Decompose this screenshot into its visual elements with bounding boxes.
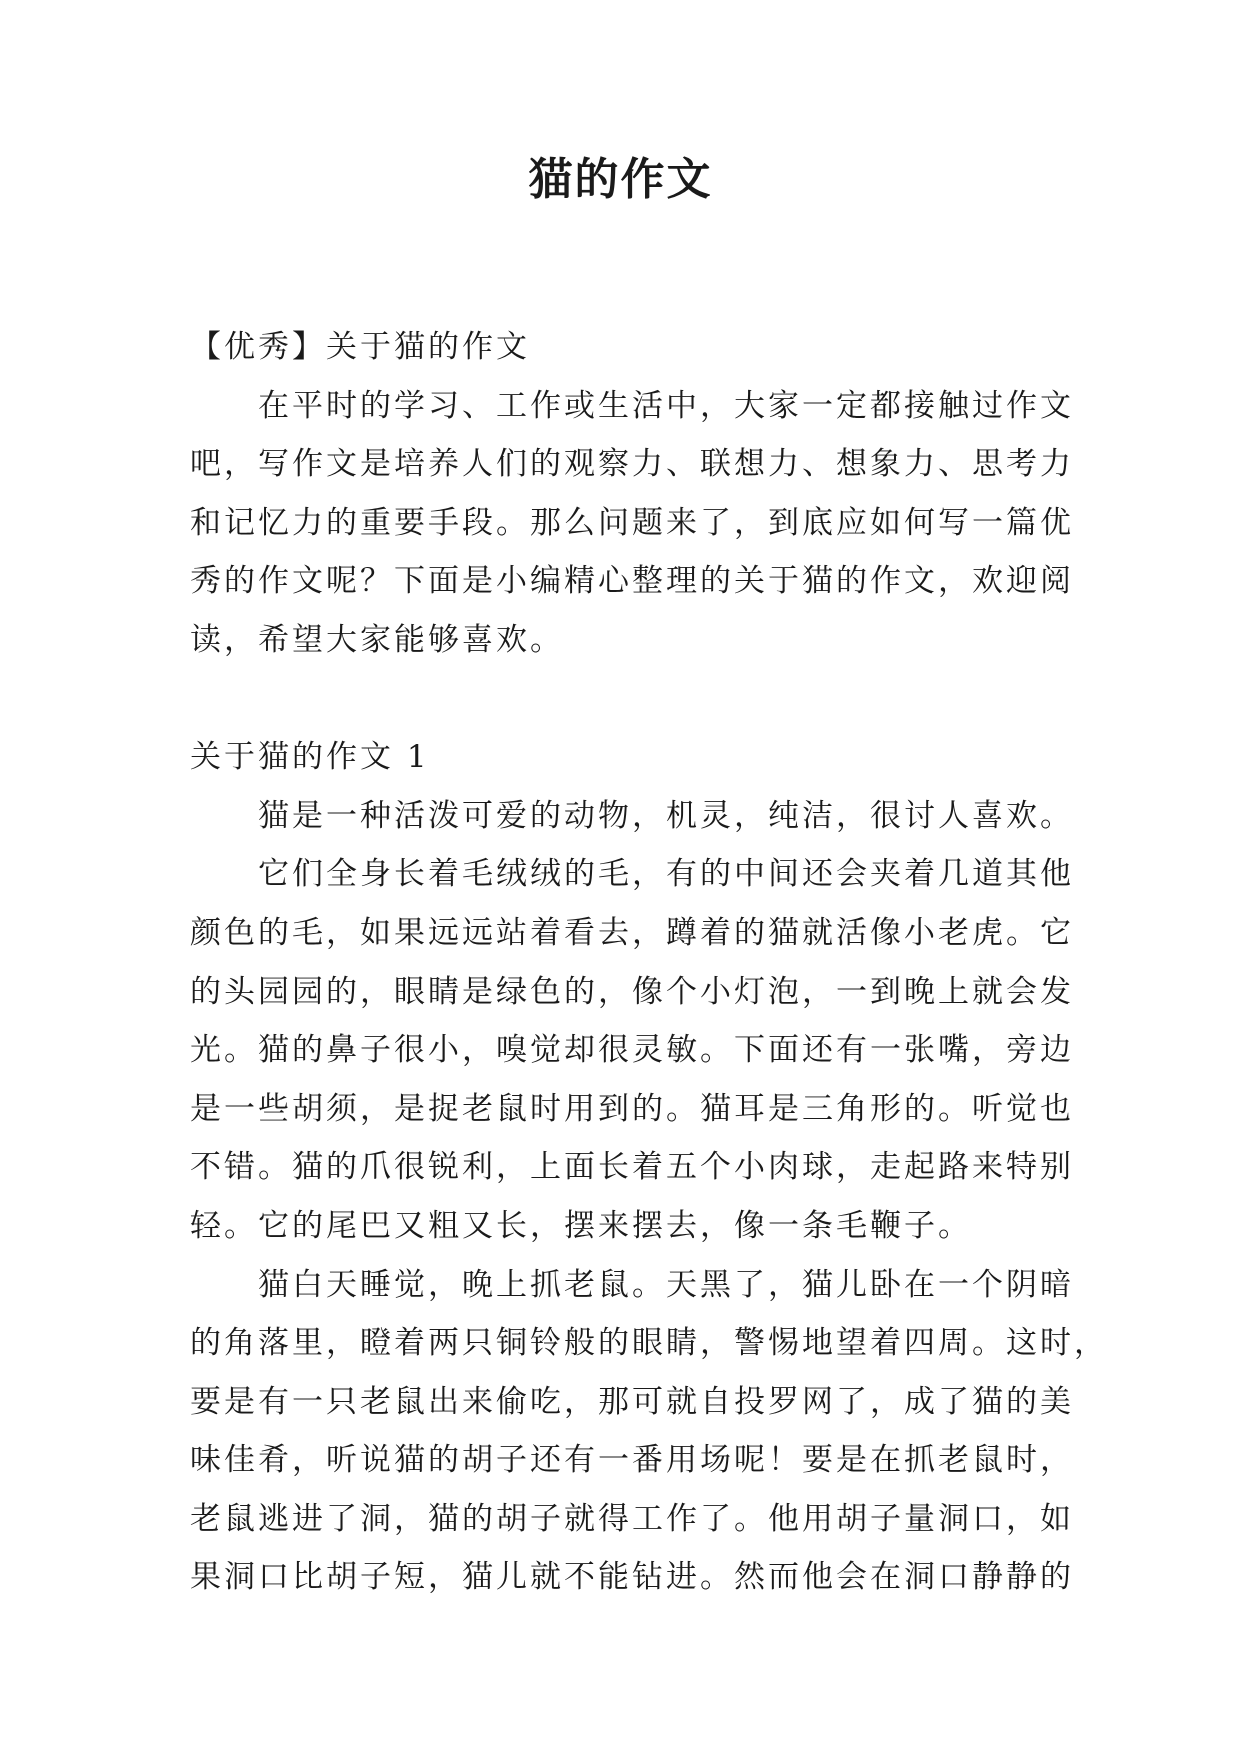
section-heading: 关于猫的作文 1 [190, 739, 430, 776]
text-line: 光。猫的鼻子很小，嗅觉却很灵敏。下面还有一张嘴，旁边 [190, 1032, 1074, 1069]
intro-paragraph [190, 377, 1074, 670]
text-line: 猫是一种活泼可爱的动物，机灵，纯洁，很讨人喜欢。 [258, 797, 1074, 834]
text-line: 老鼠逃进了洞，猫的胡子就得工作了。他用胡子量洞口，如 [190, 1500, 1074, 1537]
text-line: 的角落里，瞪着两只铜铃般的眼睛，警惕地望着四周。这时， [190, 1325, 1108, 1362]
text-line: 的头园园的，眼睛是绿色的，像个小灯泡，一到晚上就会发 [190, 973, 1074, 1010]
text-line: 味佳肴，听说猫的胡子还有一番用场呢！要是在抓老鼠时， [190, 1442, 1074, 1479]
paragraph-gap [190, 670, 1060, 729]
text-line: 它们全身长着毛绒绒的毛，有的中间还会夹着几道其他 [258, 856, 1074, 893]
paragraph-1 [190, 787, 1074, 846]
text-line: 颜色的毛，如果远远站着看去，蹲着的猫就活像小老虎。它 [190, 914, 1074, 951]
text-line: 吧，写作文是培养人们的观察力、联想力、想象力、思考力 [190, 446, 1074, 483]
text-line: 猫白天睡觉，晚上抓老鼠。天黑了，猫儿卧在一个阴暗 [258, 1266, 1074, 1303]
paragraph-3 [190, 1256, 1108, 1608]
text-line: 读，希望大家能够喜欢。 [190, 621, 564, 658]
text-line: 是一些胡须，是捉老鼠时用到的。猫耳是三角形的。听觉也 [190, 1090, 1074, 1127]
paragraph-2 [190, 845, 1074, 1255]
document-title: 猫的作文 [528, 154, 713, 205]
text-line: 在平时的学习、工作或生活中，大家一定都接触过作文 [258, 387, 1074, 424]
text-line: 和记忆力的重要手段。那么问题来了，到底应如何写一篇优 [190, 504, 1074, 541]
text-line: 轻。它的尾巴又粗又长，摆来摆去，像一条毛鞭子。 [190, 1207, 972, 1244]
text-line: 不错。猫的爪很锐利，上面长着五个小肉球，走起路来特别 [190, 1149, 1074, 1186]
text-line: 果洞口比胡子短，猫儿就不能钻进。然而他会在洞口静静的 [190, 1559, 1074, 1596]
text-line: 要是有一只老鼠出来偷吃，那可就自投罗网了，成了猫的美 [190, 1383, 1074, 1420]
subtitle: 【优秀】关于猫的作文 [190, 329, 530, 365]
document-body [190, 318, 1108, 1607]
text-line: 秀的作文呢？下面是小编精心整理的关于猫的作文，欢迎阅 [190, 563, 1074, 600]
